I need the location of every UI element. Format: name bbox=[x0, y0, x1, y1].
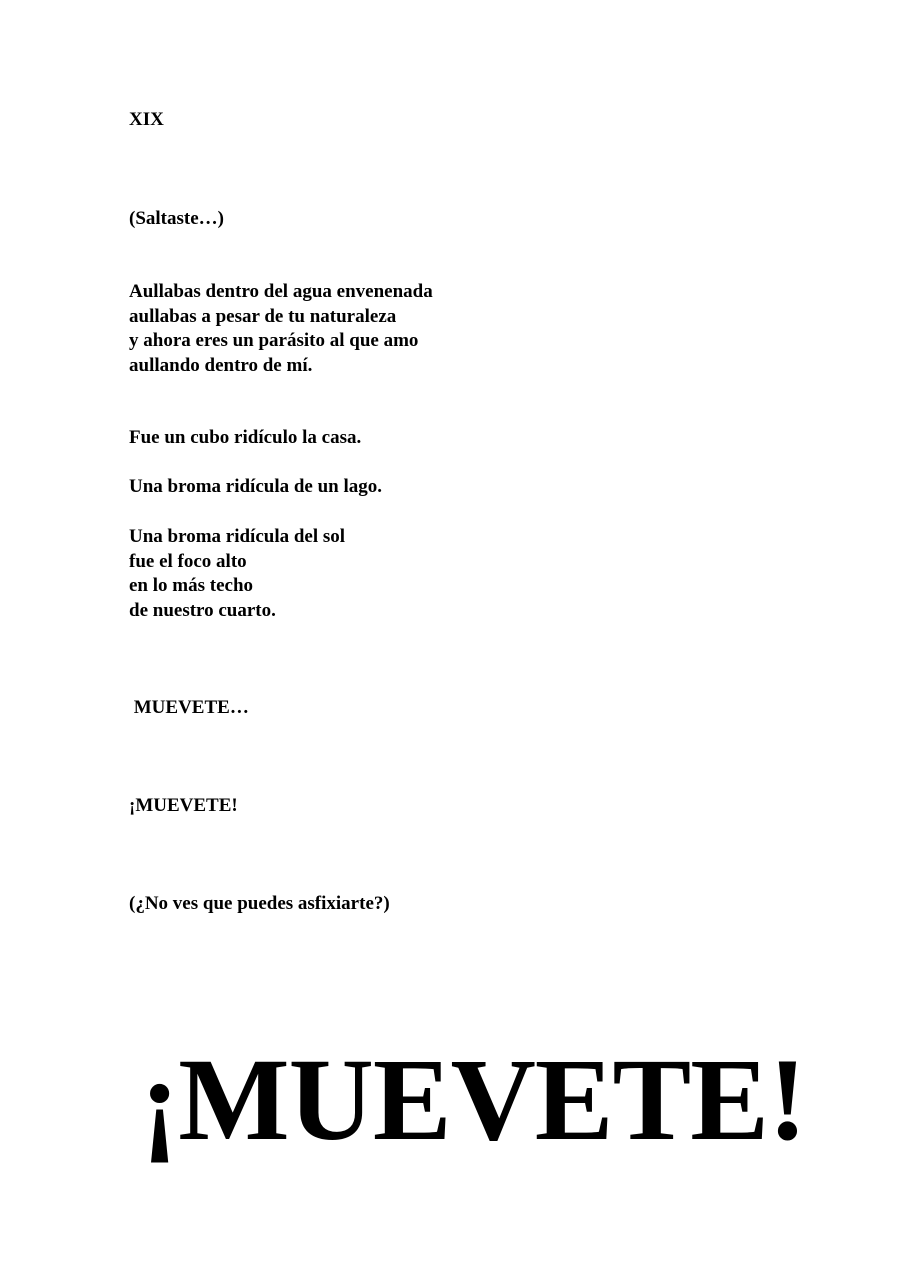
poem-subtitle: (Saltaste…) bbox=[129, 208, 224, 229]
verse-line: de nuestro cuarto. bbox=[129, 599, 276, 621]
stanza-1 bbox=[129, 280, 433, 378]
verse-line: Aullabas dentro del agua envenenada bbox=[129, 281, 433, 302]
question-line: (¿No ves que puedes asfixiarte?) bbox=[129, 893, 390, 914]
verse-line: en lo más techo bbox=[129, 575, 254, 596]
muevete-exclaim: ¡MUEVETE! bbox=[129, 795, 238, 816]
verse-line: y ahora eres un parásito al que amo bbox=[129, 330, 419, 351]
verse-line: aullabas a pesar de tu naturaleza bbox=[129, 305, 397, 327]
poem-number: XIX bbox=[129, 109, 164, 130]
muevete-ellipsis: MUEVETE… bbox=[129, 697, 249, 718]
verse-line: aullando dentro de mí. bbox=[129, 354, 313, 376]
final-shout: ¡MUEVETE! bbox=[140, 1034, 807, 1165]
verse-lago: Una broma ridícula de un lago. bbox=[129, 476, 383, 497]
stanza-3 bbox=[129, 525, 345, 623]
verse-line: fue el foco alto bbox=[129, 550, 247, 572]
verse-line: Una broma ridícula del sol bbox=[129, 526, 346, 547]
verse-casa: Fue un cubo ridículo la casa. bbox=[129, 427, 362, 448]
